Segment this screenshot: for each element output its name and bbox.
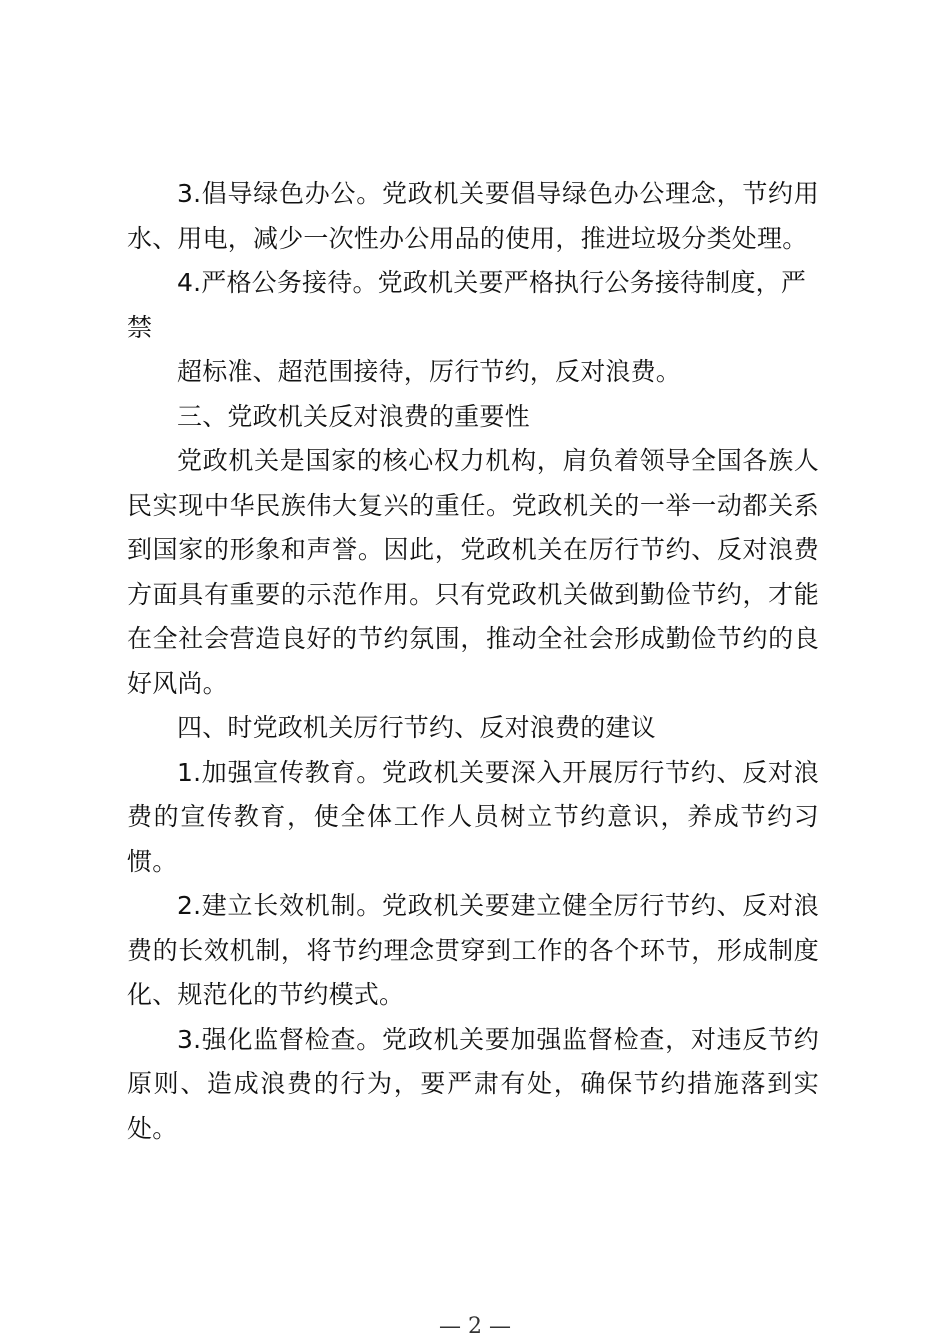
paragraph-reception: 4.严格公务接待。党政机关要严格执行公务接待制度，严	[177, 268, 807, 297]
section-heading-suggestions: 四、时党政机关厉行节约、反对浪费的建议	[177, 713, 656, 742]
paragraph-green-office: 3.倡导绿色办公。党政机关要倡导绿色办公理念，节约用水、用电，减少一次性办公用品的使用，推进垃圾分类处理。	[127, 179, 819, 253]
document-body	[127, 172, 819, 1151]
page-number: — 2 —	[439, 1314, 511, 1339]
section-heading-importance: 三、党政机关反对浪费的重要性	[177, 401, 530, 431]
paragraph-importance: 党政机关是国家的核心权力机构，肩负着领导全国各族人民实现中华民族伟大复兴的重任。党政机关的一举一动都关系到国家的形象和声誉。因此，党政机关在厉行节约、反对浪费方面具有重要的示范作用。只有党政机关做到勤俭节约，才能在全社会营造良好的节约氛围，推动全社会形成勤俭节约的良好风尚。	[127, 446, 819, 698]
paragraph-mechanism: 2.建立长效机制。党政机关要建立健全厉行节约、反对浪费的长效机制，将节约理念贯穿到工作的各个环节，形成制度化、规范化的节约模式。	[127, 891, 819, 1009]
paragraph-supervision: 3.强化监督检查。党政机关要加强监督检查，对违反节约原则、造成浪费的行为，要严肃有处，确保节约措施落到实处。	[127, 1024, 819, 1143]
paragraph-publicity: 1.加强宣传教育。党政机关要深入开展厉行节约、反对浪费的宣传教育，使全体工作人员树立节约意识，养成节约习惯。	[127, 757, 819, 876]
paragraph-reception-continued: 超标准、超范围接待，厉行节约，反对浪费。	[177, 357, 682, 386]
paragraph-reception-wrap: 禁	[127, 312, 153, 342]
